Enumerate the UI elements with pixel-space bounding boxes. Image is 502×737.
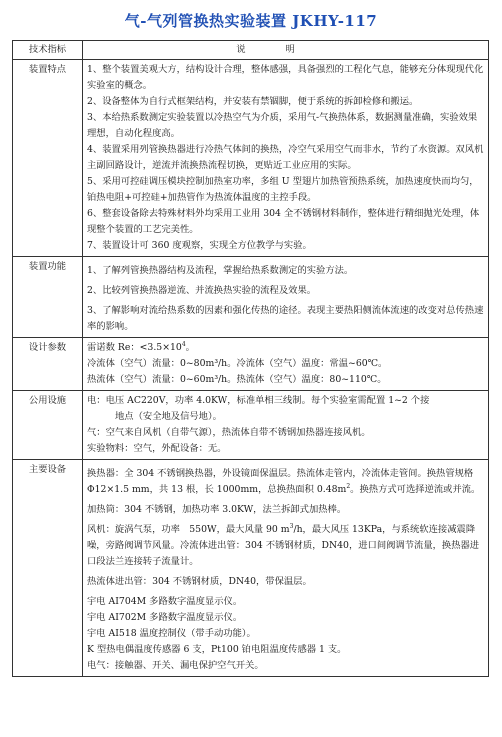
instrument-518: 宇电 AI518 温度控制仪（带手动功能）。: [87, 628, 256, 639]
equipment-label: 主要设备: [13, 460, 83, 677]
equipment-row: [13, 460, 489, 677]
params-content: [83, 338, 489, 391]
functions-label: 装置功能: [13, 257, 83, 338]
document-title: 气-气列管换热实验装置 JKHY-117: [124, 12, 378, 30]
gas-supply: 气：空气来自风机（自带气源），热流体自带不锈钢加热器连接风机。: [87, 427, 371, 438]
equipment-content: [83, 460, 489, 677]
features-row: [13, 60, 489, 257]
params-row: [13, 338, 489, 391]
feature-item: 3、本给热系数测定实验装置以冷热空气为介质，采用气-气换热体系，数据测量准确，实验效果理想，自动化程度高。: [87, 112, 478, 139]
materials: 实验物料：空气，外配设备：无。: [87, 443, 227, 454]
feature-item: 2、设备整体为自行式框架结构，并安装有禁锢脚，便于系统的拆卸检修和搬运。: [87, 96, 419, 107]
utilities-row: [13, 391, 489, 460]
utilities-content: [83, 391, 489, 460]
functions-content: [83, 257, 489, 338]
feature-item: 4、装置采用列管换热器进行冷热气体间的换热，冷空气采用空气而非水，节约了水资源。双风机主副回路设计，逆流并流换热流程切换，更贴近工业应用的实际。: [87, 144, 484, 171]
heater: 加热筒：304 不锈钢，加热功率 3.0KW，法兰拆卸式加热棒。: [87, 504, 347, 515]
feature-item: 1、整个装置美观大方，结构设计合理，整体感强，具备强烈的工程化气息，能够充分体现现代化实验室的概念。: [87, 64, 484, 91]
instrument-702m: 宇电 AI702M 多路数字温度显示仪。: [87, 612, 243, 623]
features-content: [83, 60, 489, 257]
header-description: 说明: [83, 41, 489, 60]
feature-item: 7、装置设计可 360 度观察，实现全方位教学与实验。: [87, 240, 312, 251]
fan: 风机：旋涡气泵，功率 550W，最大风量 90 $m^3/h$，最大风压 13KPa，与系统软连接减震降噪，旁路阀调节风量。冷流体进出管：304 不锈钢材质，DN40，进口间阀调节流量，换热器进口段法兰连接转子流量计。: [87, 522, 480, 567]
utilities-label: 公用设施: [13, 391, 83, 460]
cold-fluid-params: 冷流体（空气）流量：0~80m³/h。冷流体（空气）温度：常温~60℃。: [87, 358, 388, 369]
header-spec: 技术指标: [13, 41, 83, 60]
feature-item: 6、整套设备除去特殊材料外均采用工业用 304 全不锈钢材料制作，整体进行精细抛光处理，体现整个装置的工艺完美性。: [87, 208, 480, 235]
table-header-row: [13, 41, 489, 60]
function-item: 1、了解列管换热器结构及流程，掌握给热系数测定的实验方法。: [87, 265, 354, 276]
function-item: 2、比较列管换热器逆流、并流换热实验的流程及效果。: [87, 285, 317, 296]
hot-pipe: 热流体进出管：304 不锈钢材质，DN40，带保温层。: [87, 576, 312, 587]
params-label: 设计参数: [13, 338, 83, 391]
feature-item: 5、采用可控硅调压模块控制加热室功率，多组 U 型翅片加热管预热系统，加热速度快而均匀，铂热电阻+可控硅+加热管作为热流体温度的主控手段。: [87, 176, 479, 203]
hot-fluid-params: 热流体（空气）流量：0~60m³/h。热流体（空气）温度：80~110℃。: [87, 374, 387, 385]
spec-table: [12, 40, 489, 677]
power-supply: 电：电压 AC220V，功率 4.0KW，标准单相三线制。每个实验室需配置 1~2 个接: [87, 395, 430, 406]
function-item: 3、了解影响对流给热系数的因素和强化传热的途径。表现主要热阳侧流体流速的改变对总传热速率的影响。: [87, 305, 484, 332]
functions-row: [13, 257, 489, 338]
instrument-704m: 宇电 AI704M 多路数字温度显示仪。: [87, 596, 243, 607]
power-supply-cont: 地点（安全地及信号地）。: [115, 411, 222, 422]
reynolds-number: 雷诺数 Re：$<3.5\times 10^4$。: [87, 340, 195, 353]
heat-exchanger: 换热器：全 304 不锈钢换热器，外设镜面保温层。热流体走管内，冷流体走管间。换热管规格 Φ12×1.5 mm，共 13 根，长 1000mm，总换热面积 $0.48m^2$。换热方式可选择逆流或并流。: [87, 468, 483, 495]
features-label: 装置特点: [13, 60, 83, 257]
sensors: K 型热电偶温度传感器 6 支，Pt100 铂电阻温度传感器 1 支。: [87, 644, 347, 655]
electrical: 电气：接触器、开关、漏电保护空气开关。: [87, 660, 264, 671]
